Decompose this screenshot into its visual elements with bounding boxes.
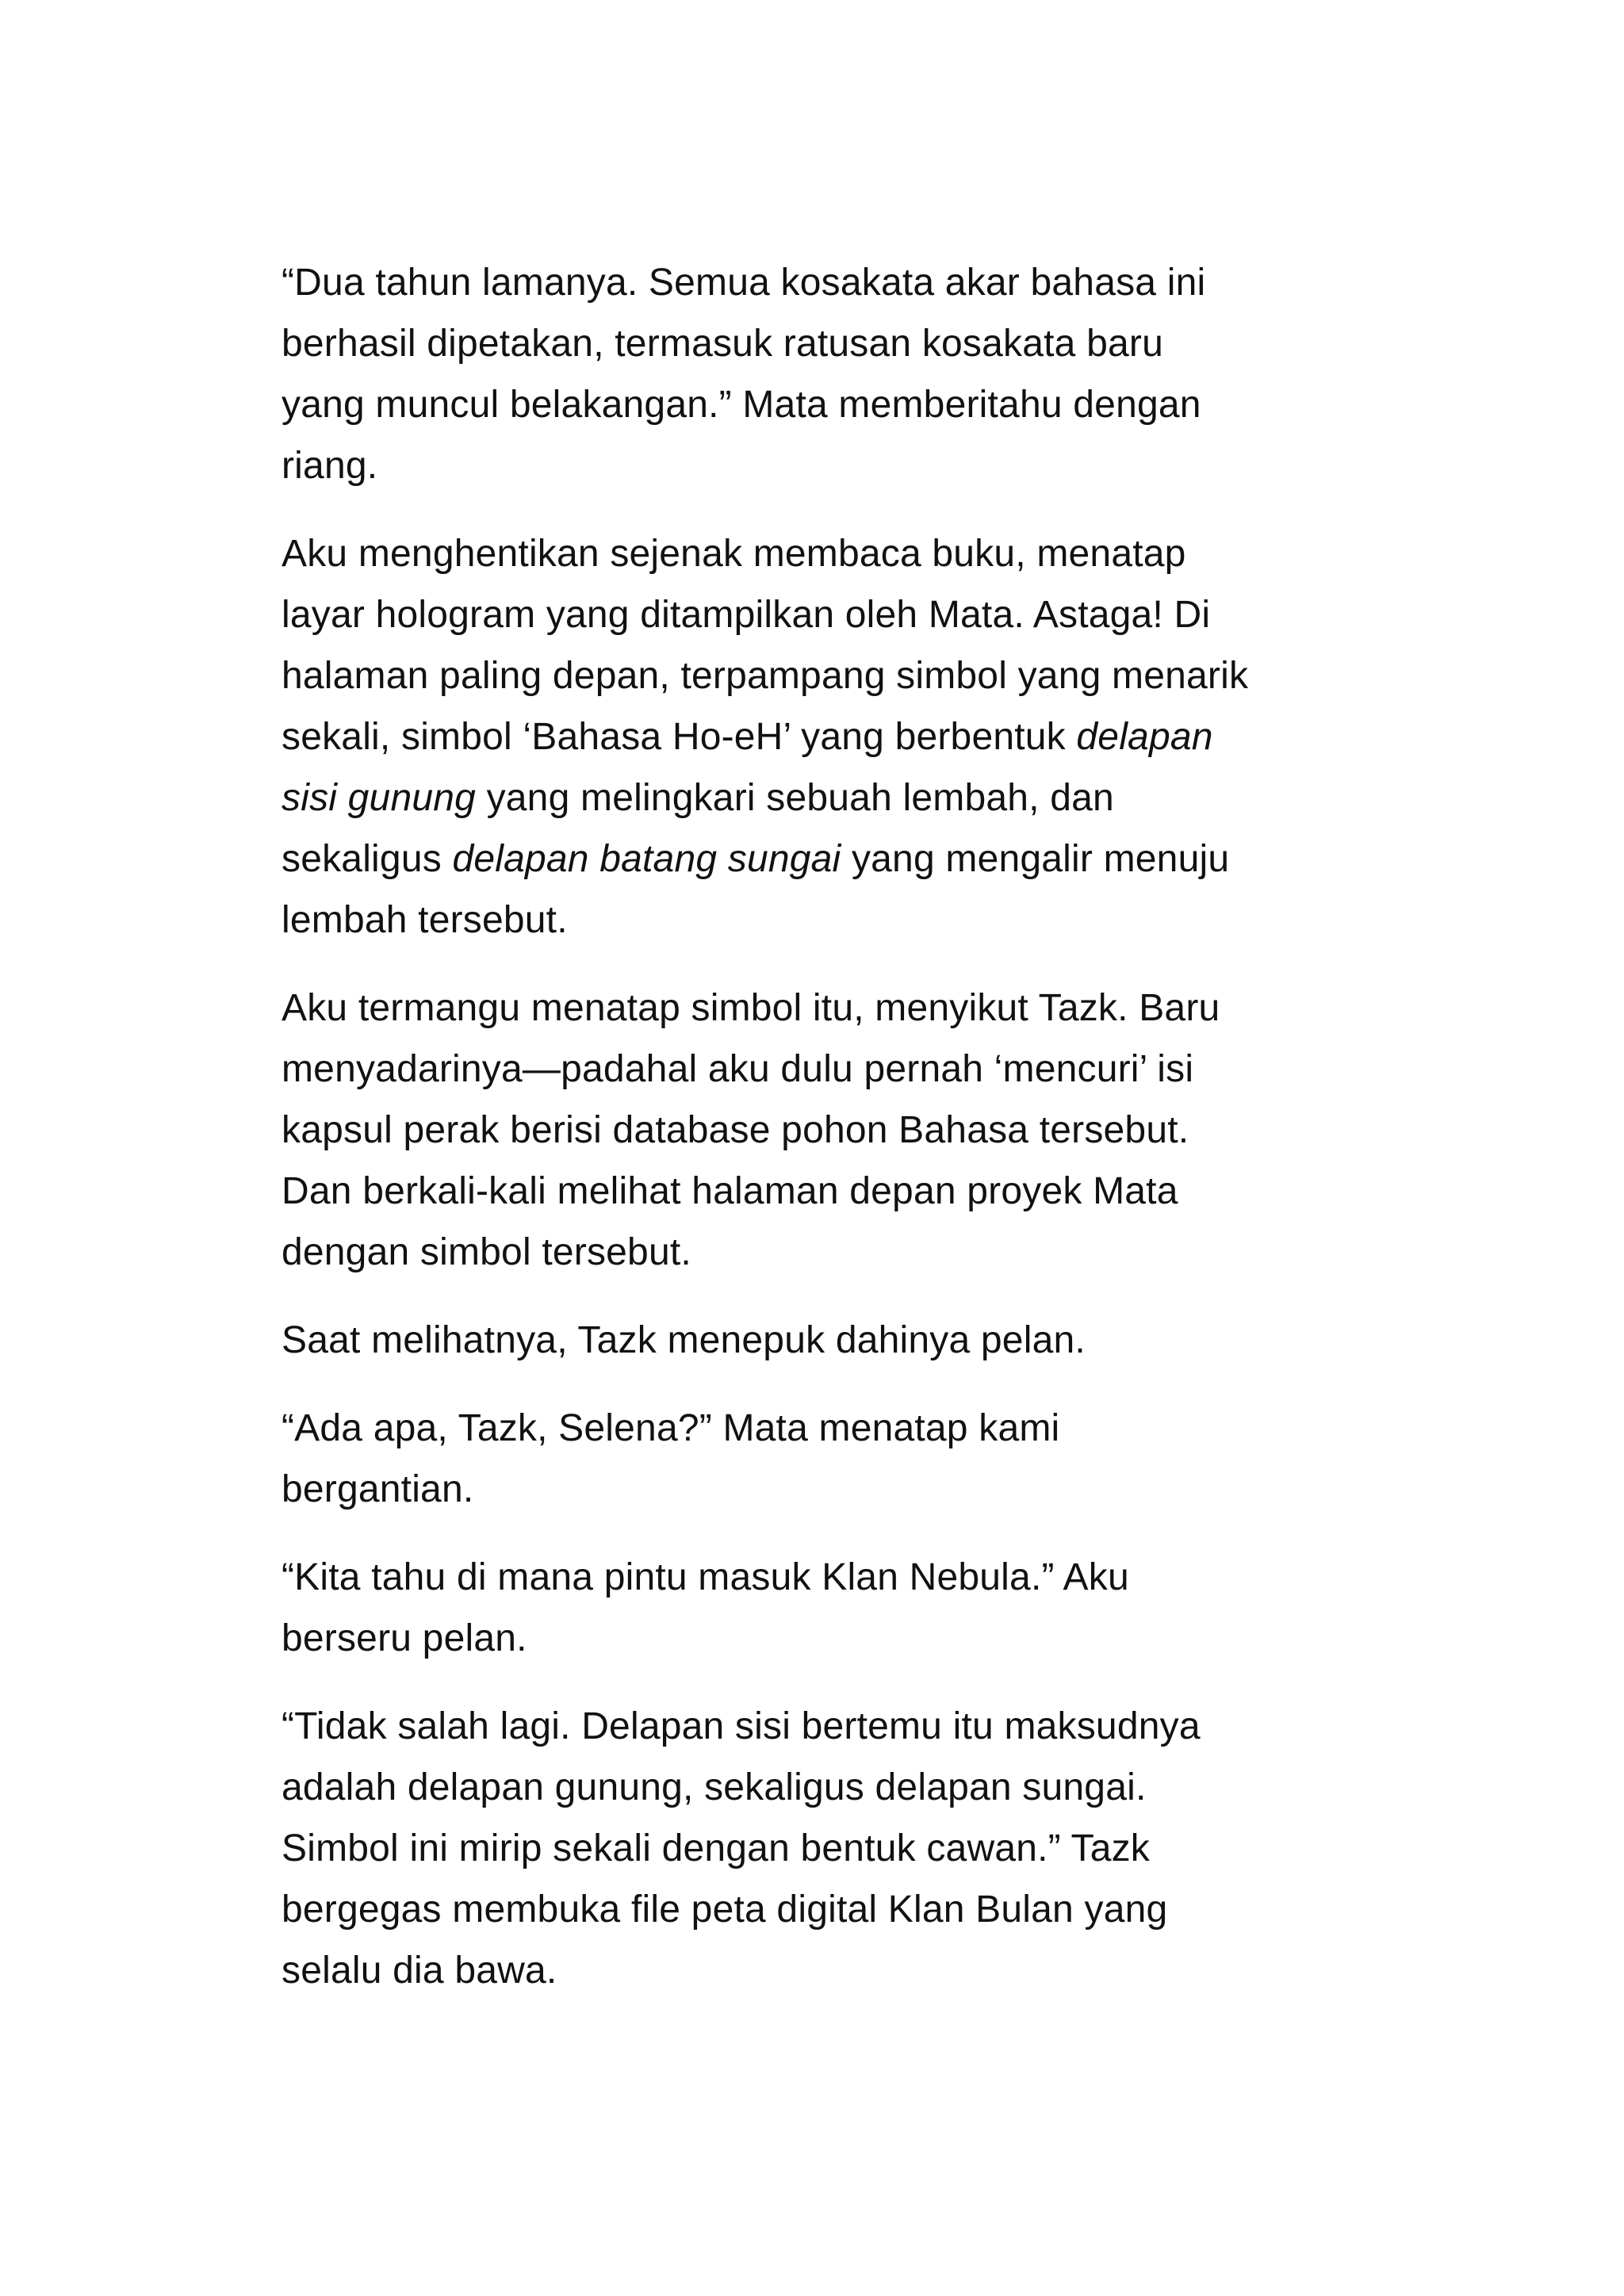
text-line: bergegas membuka file peta digital Klan Bulan yang [282, 1888, 1168, 1931]
text-line: riang. [282, 445, 378, 487]
paragraph-4 [282, 1310, 1392, 1371]
text-line: Aku menghentikan sejenak membaca buku, menatap [282, 533, 1186, 575]
text-line: “Tidak salah lagi. Delapan sisi bertemu itu maksudnya [282, 1705, 1201, 1747]
text-line: halaman paling depan, terpampang simbol yang menarik [282, 655, 1249, 697]
paragraph-1 [282, 252, 1392, 496]
text-line: “Kita tahu di mana pintu masuk Klan Nebula.” Aku [282, 1556, 1129, 1598]
text-line: sekaligus [282, 838, 453, 880]
paragraph-2 [282, 523, 1392, 951]
body-text [282, 252, 1392, 2028]
paragraph-3 [282, 978, 1392, 1283]
text-line: Aku termangu menatap simbol itu, menyikut Tazk. Baru [282, 987, 1220, 1029]
text-line: Saat melihatnya, Tazk menepuk dahinya pelan. [282, 1319, 1086, 1361]
text-line: adalah delapan gunung, sekaligus delapan sungai. [282, 1766, 1147, 1808]
text-line: layar hologram yang ditampilkan oleh Mata. Astaga! Di [282, 594, 1211, 636]
italic-text: sisi gunung [282, 777, 477, 819]
italic-text: delapan [1076, 716, 1213, 758]
paragraph-7 [282, 1696, 1392, 2001]
text-line: dengan simbol tersebut. [282, 1231, 691, 1273]
text-line: yang mengalir menuju [841, 838, 1230, 880]
text-line: berhasil dipetakan, termasuk ratusan kosakata baru [282, 323, 1163, 365]
paragraph-6 [282, 1547, 1392, 1669]
text-line: berseru pelan. [282, 1617, 527, 1659]
text-line: bergantian. [282, 1468, 474, 1510]
italic-text: delapan batang sungai [452, 838, 841, 880]
text-line: Simbol ini mirip sekali dengan bentuk cawan.” Tazk [282, 1827, 1150, 1869]
text-line: menyadarinya—padahal aku dulu pernah ‘mencuri’ isi [282, 1048, 1194, 1090]
text-line: selalu dia bawa. [282, 1950, 557, 1992]
text-line: yang muncul belakangan.” Mata memberitahu dengan [282, 384, 1201, 426]
text-line: kapsul perak berisi database pohon Bahasa tersebut. [282, 1109, 1189, 1151]
text-line: “Dua tahun lamanya. Semua kosakata akar bahasa ini [282, 262, 1206, 304]
text-line: Dan berkali-kali melihat halaman depan proyek Mata [282, 1170, 1178, 1212]
text-line: sekali, simbol ‘Bahasa Ho-eH’ yang berbentuk [282, 716, 1077, 758]
text-line: “Ada apa, Tazk, Selena?” Mata menatap kami [282, 1407, 1060, 1449]
text-line: yang melingkari sebuah lembah, dan [476, 777, 1114, 819]
text-line: lembah tersebut. [282, 899, 568, 941]
paragraph-5 [282, 1398, 1392, 1520]
